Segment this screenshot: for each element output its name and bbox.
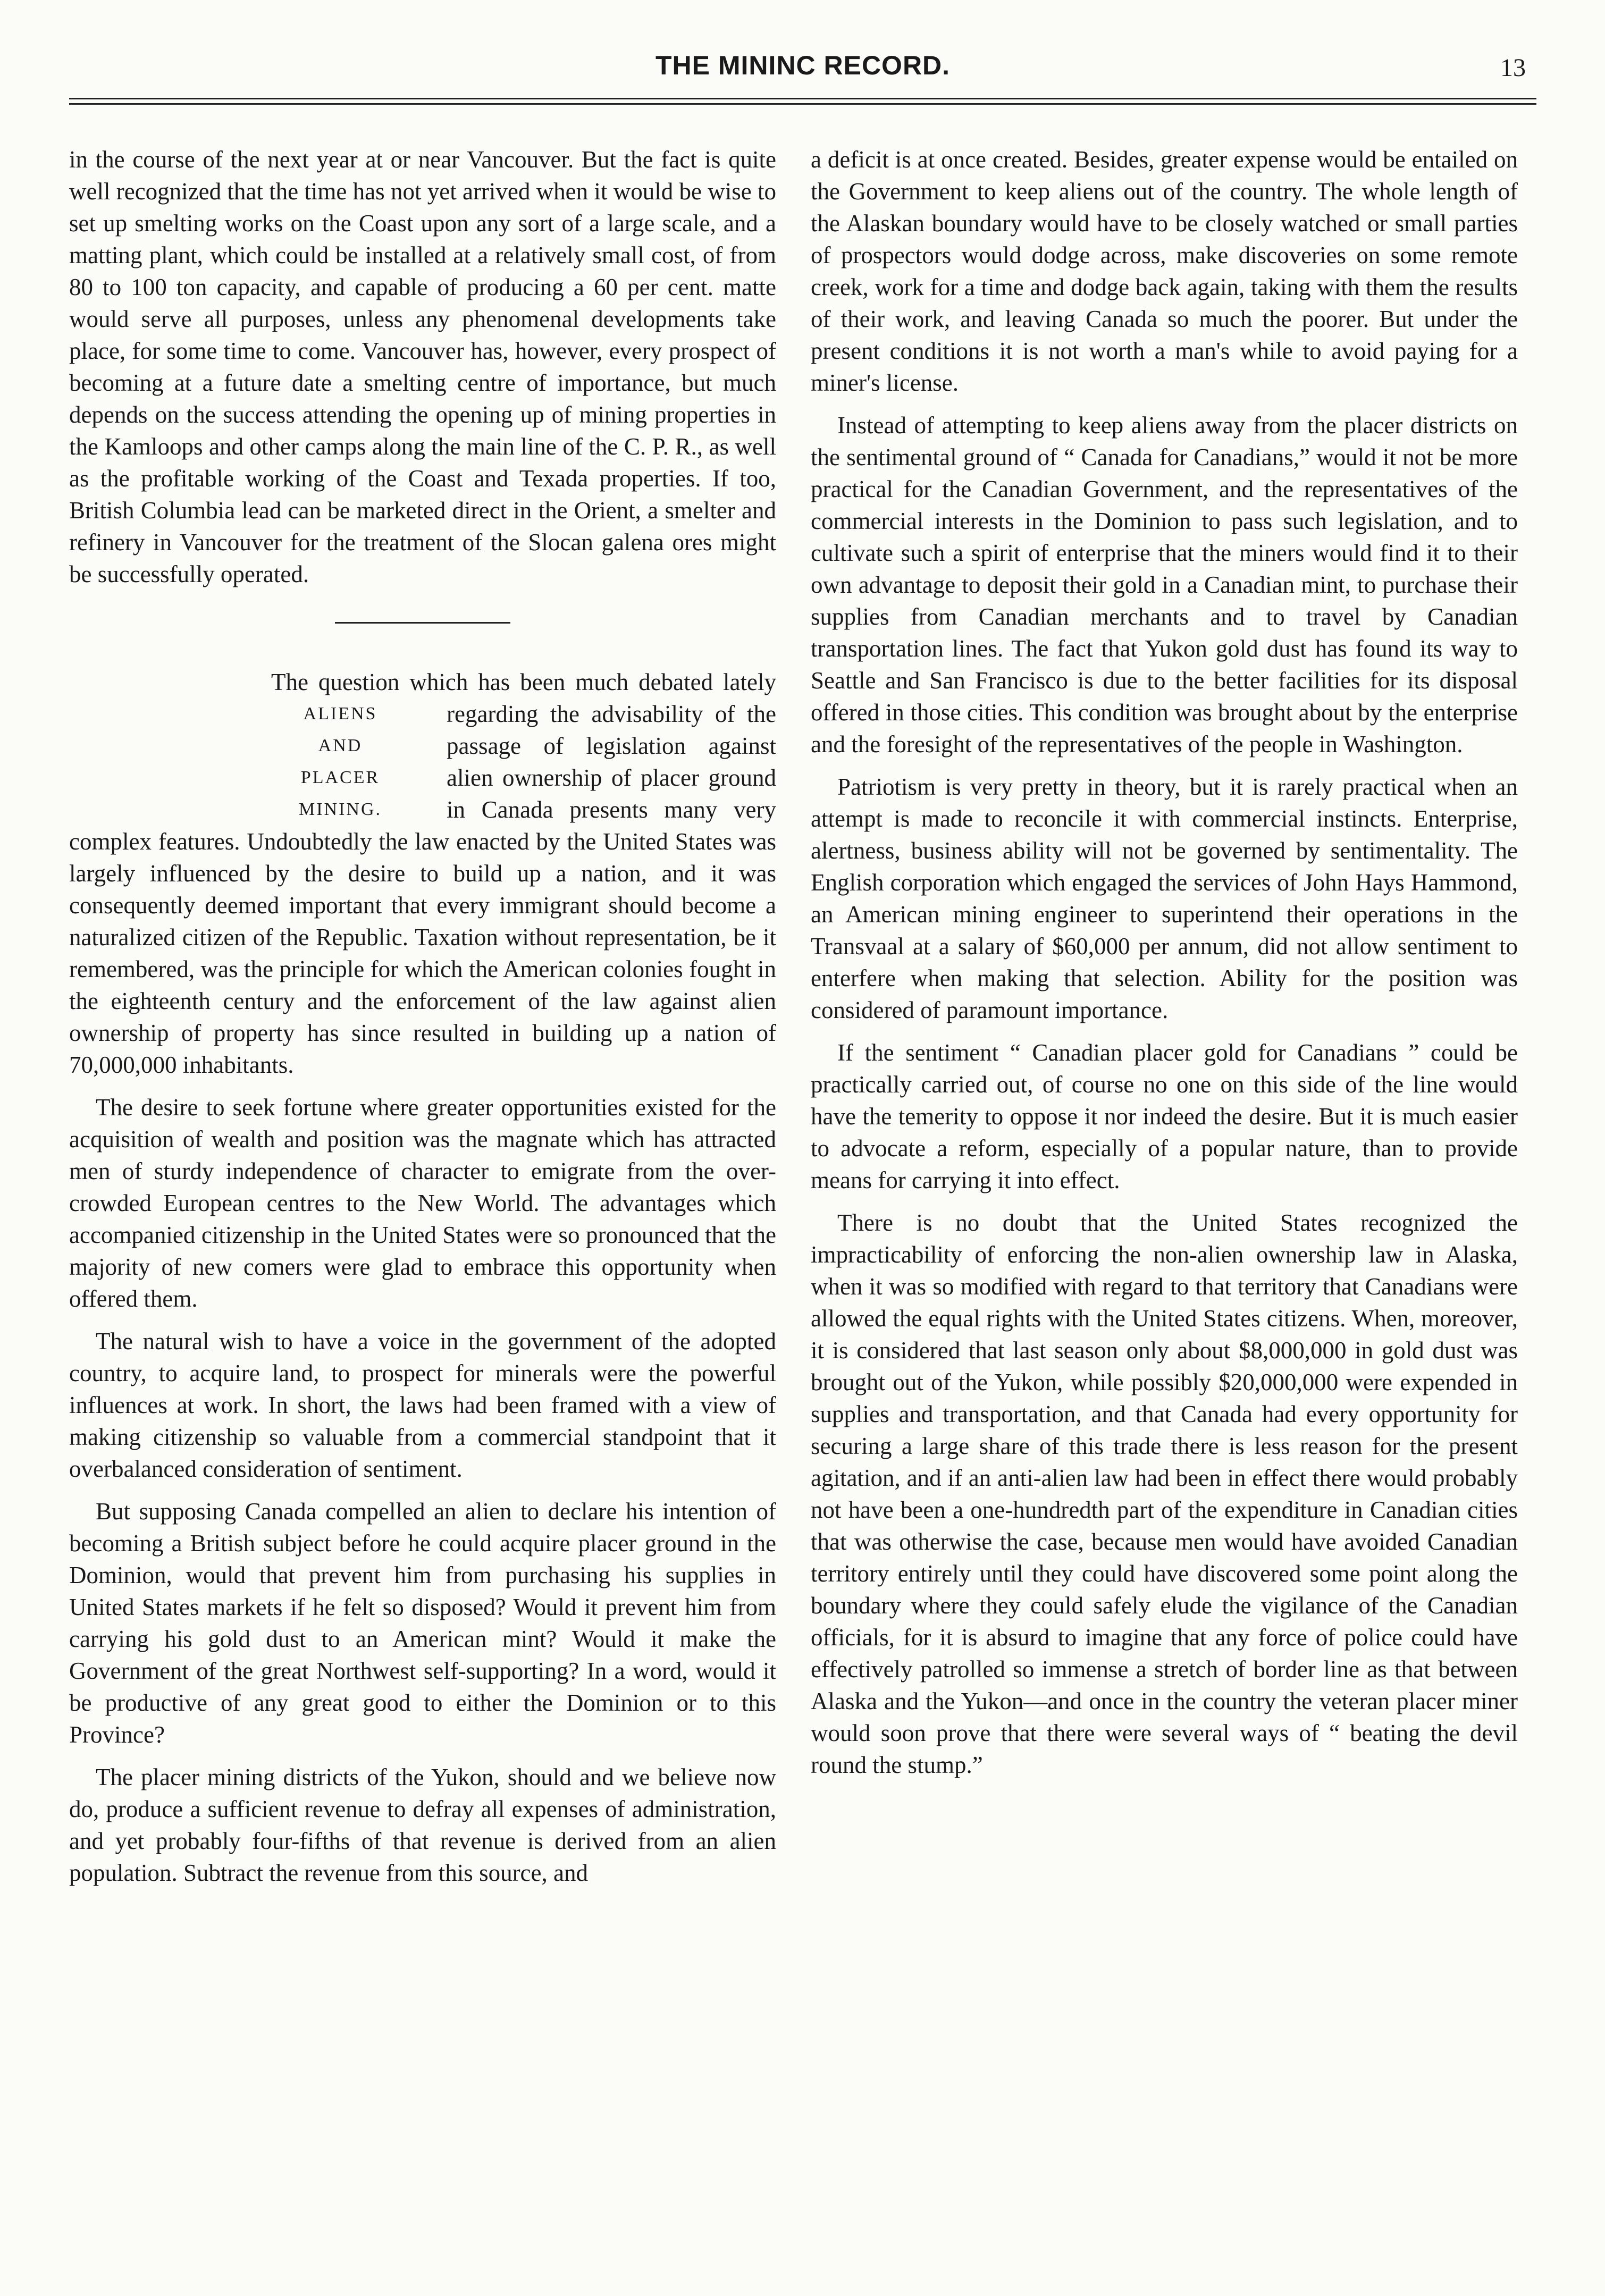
paragraph: But supposing Canada compelled an alien to declare his intention of becoming a British subject before he could acquire placer ground in the Dominion, would that prevent him from purchasing his supplies in United States markets if he felt so disposed? Would it prevent him from carrying his gold dust to an American mint? Would it make the Government of the great Northwest self-supporting? In a word, would it be productive of any great good to either the Dominion or to this Province?	[69, 1498, 776, 1748]
paragraph: Patriotism is very pretty in theory, but it is rarely practical when an attempt is made to reconcile it with commercial instincts. Enterprise, alertness, business ability will not be governed by sentimentality. The English corporation which engaged the services of John Hays Hammond, an American mining engineer to superintend their operations in the Transvaal at a salary of $60,000 per annum, did not allow sentiment to enterfere when making that selection. Ability for the position was considered of paramount importance.	[811, 773, 1518, 1023]
left-column	[69, 144, 776, 1899]
side-heading-spacer	[69, 698, 245, 730]
header-rule-bottom	[69, 103, 1536, 105]
side-heading-line: MINING.	[298, 800, 382, 819]
side-heading	[245, 698, 436, 826]
page-number: 13	[1500, 54, 1526, 82]
header-rule-top	[69, 98, 1536, 99]
page-header	[69, 43, 1536, 101]
paragraph: The placer mining districts of the Yukon, should and we believe now do, produce a sufficient revenue to defray all expenses of administration, and yet probably four-fifths of that revenue is derived from an alien population. Subtract the revenue from this source, and	[69, 1764, 776, 1886]
section-divider	[335, 622, 510, 624]
paragraph: Instead of attempting to keep aliens away from the placer districts on the sentimental ground of “ Canada for Canadians,” would it not be more practical for the Canadian Government, and the representatives of the commercial interests in the Dominion to pass such legislation, and to cultivate such a spirit of enterprise that the miners would find it to their own advantage to deposit their gold in a Canadian mint, to purchase their supplies from Canadian merchants and to travel by Canadian transportation lines. The fact that Yukon gold dust has found its way to Seattle and San Francisco is due to the better facilities for its disposal offered in those cities. This condition was brought about by the enterprise and the foresight of the representatives of the people in Washington.	[811, 412, 1518, 758]
side-heading-line: ALIENS	[303, 704, 377, 724]
right-column	[811, 144, 1518, 1792]
side-heading-line: PLACER	[300, 768, 380, 787]
journal-title: THE MININC RECORD.	[655, 51, 951, 80]
paragraph: If the sentiment “ Canadian placer gold for Canadians ” could be practically carried out, of course no one on this side of the line would have the temerity to oppose it nor indeed the desire. But it is much easier to advocate a reform, especially of a popular nature, than to provide means for carrying it into effect.	[811, 1039, 1518, 1193]
paragraph: There is no doubt that the United States recognized the impracticability of enforcing the non-alien ownership law in Alaska, when it was so modified with regard to that territory that Canadians were allowed the equal rights with the United States citizens. When, moreover, it is considered that last season only about $8,000,000 in gold dust was brought out of the Yukon, while possibly $20,000,000 were expended in supplies and transportation, and that Canada had every opportunity for securing a large share of this trade there is less reason for the present agitation, and if an anti-alien law had been in effect there would probably not have been a one-hundredth part of the expenditure in Canadian cities that was otherwise the case, because men would have avoided Canadian territory entirely until they could have discovered some point along the boundary where they could safely elude the vigilance of the Canadian officials, for it is absurd to imagine that any force of police could have effectively patrolled so immense a stretch of border line as that between Alaska and the Yukon—and once in the country the veteran placer miner would soon prove that there were several ways of “ beating the devil round the stump.”	[811, 1209, 1518, 1778]
paragraph: The desire to seek fortune where greater opportunities existed for the acquisition of wealth and position was the magnate which has attracted men of sturdy independence of character to emigrate from the over-crowded European centres to the New World. The advantages which accompanied citizenship in the United States were so pronounced that the majority of new comers were glad to embrace this opportunity when offered them.	[69, 1094, 776, 1312]
paragraph: a deficit is at once created. Besides, greater expense would be entailed on the Government to keep aliens out of the country. The whole length of the Alaskan boundary would have to be closely watched or small parties of prospectors would dodge across, make discoveries on some remote creek, work for a time and dodge back again, taking with them the results of their work, and leaving Canada so much the poorer. But under the present conditions it is not worth a man's while to avoid paying for a miner's license.	[811, 146, 1518, 396]
paragraph: The question which has been much debated lately regarding the advisability of the passage of legislation against alien ownership of placer ground in Canada presents many very complex features. Undoubtedly the law enacted by the United States was largely influenced by the desire to build up a nation, and it was consequently deemed important that every immigrant should become a naturalized citizen of the Republic. Taxation without representation, be it remembered, was the principle for which the American colonies fought in the eighteenth century and the enforcement of the law against alien ownership of property has since resulted in building up a nation of 70,000,000 inhabitants.	[69, 669, 776, 1078]
paragraph: in the course of the next year at or near Vancouver. But the fact is quite well recognized that the time has not yet arrived when it would be wise to set up smelting works on the Coast upon any sort of a large scale, and a matting plant, which could be installed at a relatively small cost, of from 80 to 100 ton capacity, and capable of producing a 60 per cent. matte would serve all purposes, unless any phenomenal developments take place, for some time to come. Vancouver has, however, every prospect of becoming at a future date a smelting centre of importance, but much depends on the success attending the opening up of mining properties in the Kamloops and other camps along the main line of the C. P. R., as well as the profitable working of the Coast and Texada properties. If too, British Columbia lead can be marketed direct in the Orient, a smelter and refinery in Vancouver for the treatment of the Slocan galena ores might be successfully operated.	[69, 146, 776, 587]
side-heading-line: AND	[318, 736, 363, 755]
side-heading-spacer	[69, 666, 245, 698]
paragraph: The natural wish to have a voice in the government of the adopted country, to acquire land, to prospect for minerals were the powerful influences at work. In short, the laws had been framed with a view of making citizenship so valuable from a commercial standpoint that it overbalanced consideration of sentiment.	[69, 1328, 776, 1482]
